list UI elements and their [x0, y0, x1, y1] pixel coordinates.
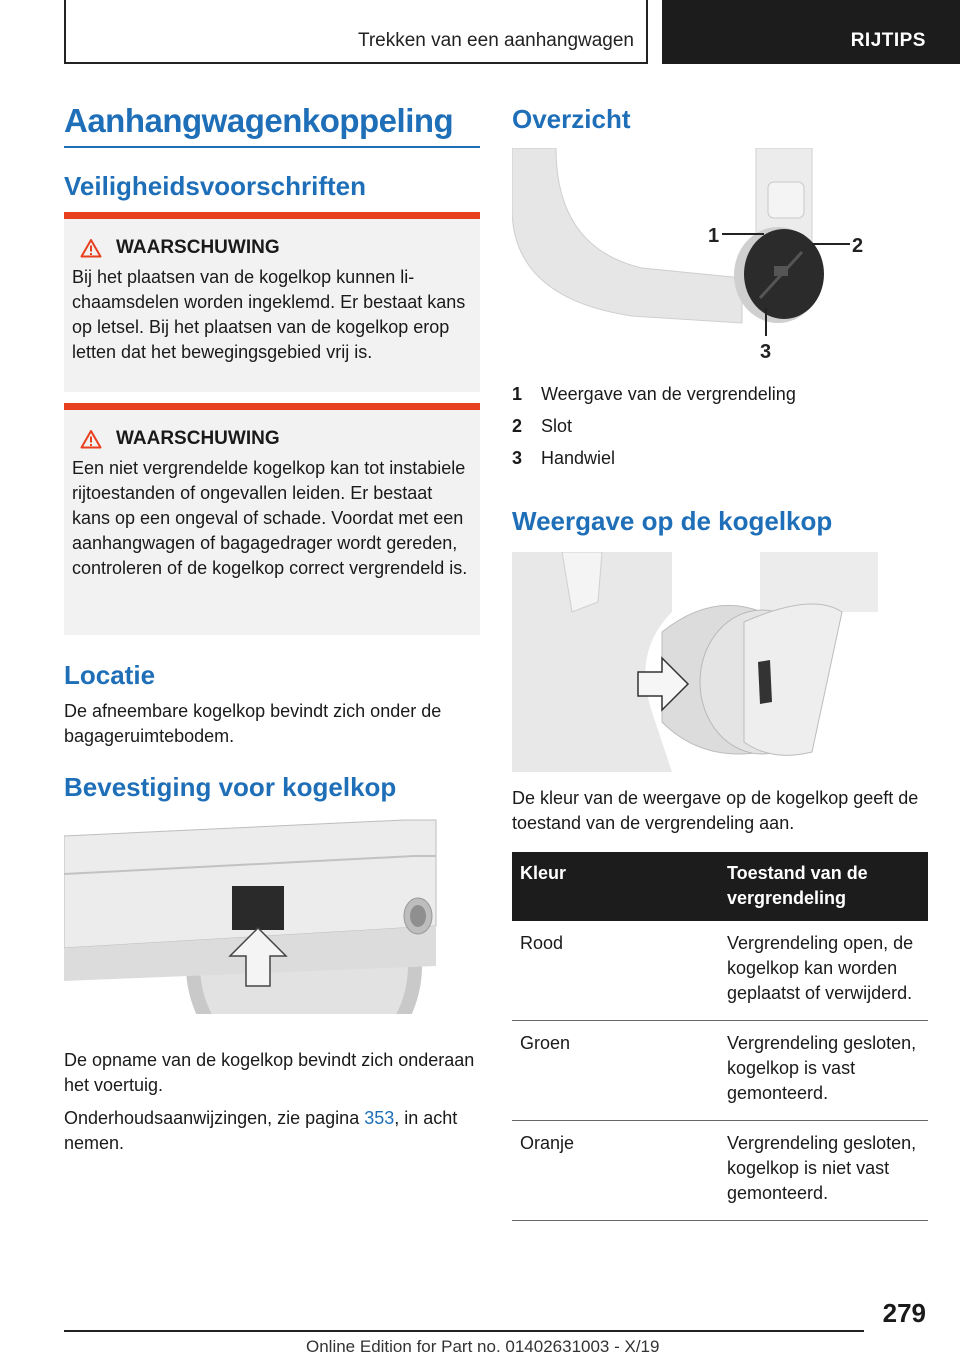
col-header-color: Kleur [512, 852, 719, 921]
callout-3: 3 [760, 341, 772, 363]
status-table [512, 852, 928, 1221]
warning-box-2 [64, 403, 480, 635]
chapter-title: Trekken van een aanhangwagen [357, 30, 634, 51]
location-heading: Locatie [64, 660, 156, 690]
title-rule [64, 146, 480, 148]
col-header-state: Toestand van de vergrendeling [719, 852, 928, 921]
edition-text: Online Edition for Part no. 01402631003 - X/19 [306, 1337, 660, 1356]
warning-triangle-icon [80, 238, 102, 258]
page-number: 279 [882, 1298, 926, 1328]
page-title: Aanhangwagenkoppeling [64, 102, 454, 139]
indicator-heading: Weergave op de kogelkop [512, 506, 833, 536]
table-row: Rood Vergrendeling open, de kogelkop kan worden geplaatst of verwijderd. [512, 921, 928, 1021]
maintenance-ref: Onderhoudsaanwijzingen, zie pagina 353, in acht nemen. [64, 1108, 458, 1153]
location-text: De afneembare kogelkop bevindt zich onder de bagageruimtebodem. [64, 701, 442, 746]
callout-2: 2 [852, 235, 864, 257]
warning-box-1 [64, 212, 480, 392]
section-title: RIJTIPS [850, 30, 926, 51]
legend-item: 2 Slot [512, 415, 573, 436]
warning-triangle-icon [80, 429, 102, 449]
left-title-block [64, 102, 480, 148]
footer-rule [64, 1330, 864, 1332]
mount-heading: Bevestiging voor kogelkop [64, 772, 397, 802]
overview-heading: Overzicht [512, 104, 631, 134]
warning-label-2: WAARSCHUWING [116, 428, 280, 449]
indicator-text: De kleur van de weergave op de kogelkop geeft de toestand van de vergrendeling aan. [512, 788, 919, 833]
table-row: Groen Vergrendeling gesloten, kogelkop is vast gemonteerd. [512, 1021, 928, 1121]
callout-1: 1 [708, 225, 720, 247]
warning-text-2: Een niet vergrendelde kogelkop kan tot instabiele rijtoestanden of ongevallen leiden. Er bestaat kans op een ongeval of schade. Voordat met een aanhangwagen of bagagedrager wordt gereden, controleren of de kogelkop correct vergrendeld is. [72, 458, 468, 578]
warning-label-1: WAARSCHUWING [116, 237, 280, 258]
bumper-illustration [64, 816, 440, 1014]
table-header-row [512, 852, 928, 921]
table-row: Oranje Vergrendeling gesloten, kogelkop is niet vast gemonteerd. [512, 1121, 928, 1221]
mount-text: De opname van de kogelkop bevindt zich onderaan het voertuig. [64, 1050, 475, 1095]
indicator-illustration [512, 552, 878, 772]
chapter-tab [64, 0, 648, 64]
safety-heading: Veiligheidsvoorschriften [64, 171, 366, 201]
overview-illustration [512, 148, 872, 366]
legend-item: 3 Handwiel [512, 447, 616, 468]
legend-list [512, 378, 796, 474]
legend-item: 1 Weergave van de vergrendeling [512, 383, 796, 404]
warning-text-1: Bij het plaatsen van de kogelkop kunnen lichaamsdelen worden ingeklemd. Er bestaat kans op letsel. Bij het plaatsen van de kogelkop erop letten dat het bewegingsgebied vrij is. [72, 267, 466, 362]
section-tab [662, 0, 960, 64]
page-link[interactable]: 353 [364, 1108, 395, 1128]
